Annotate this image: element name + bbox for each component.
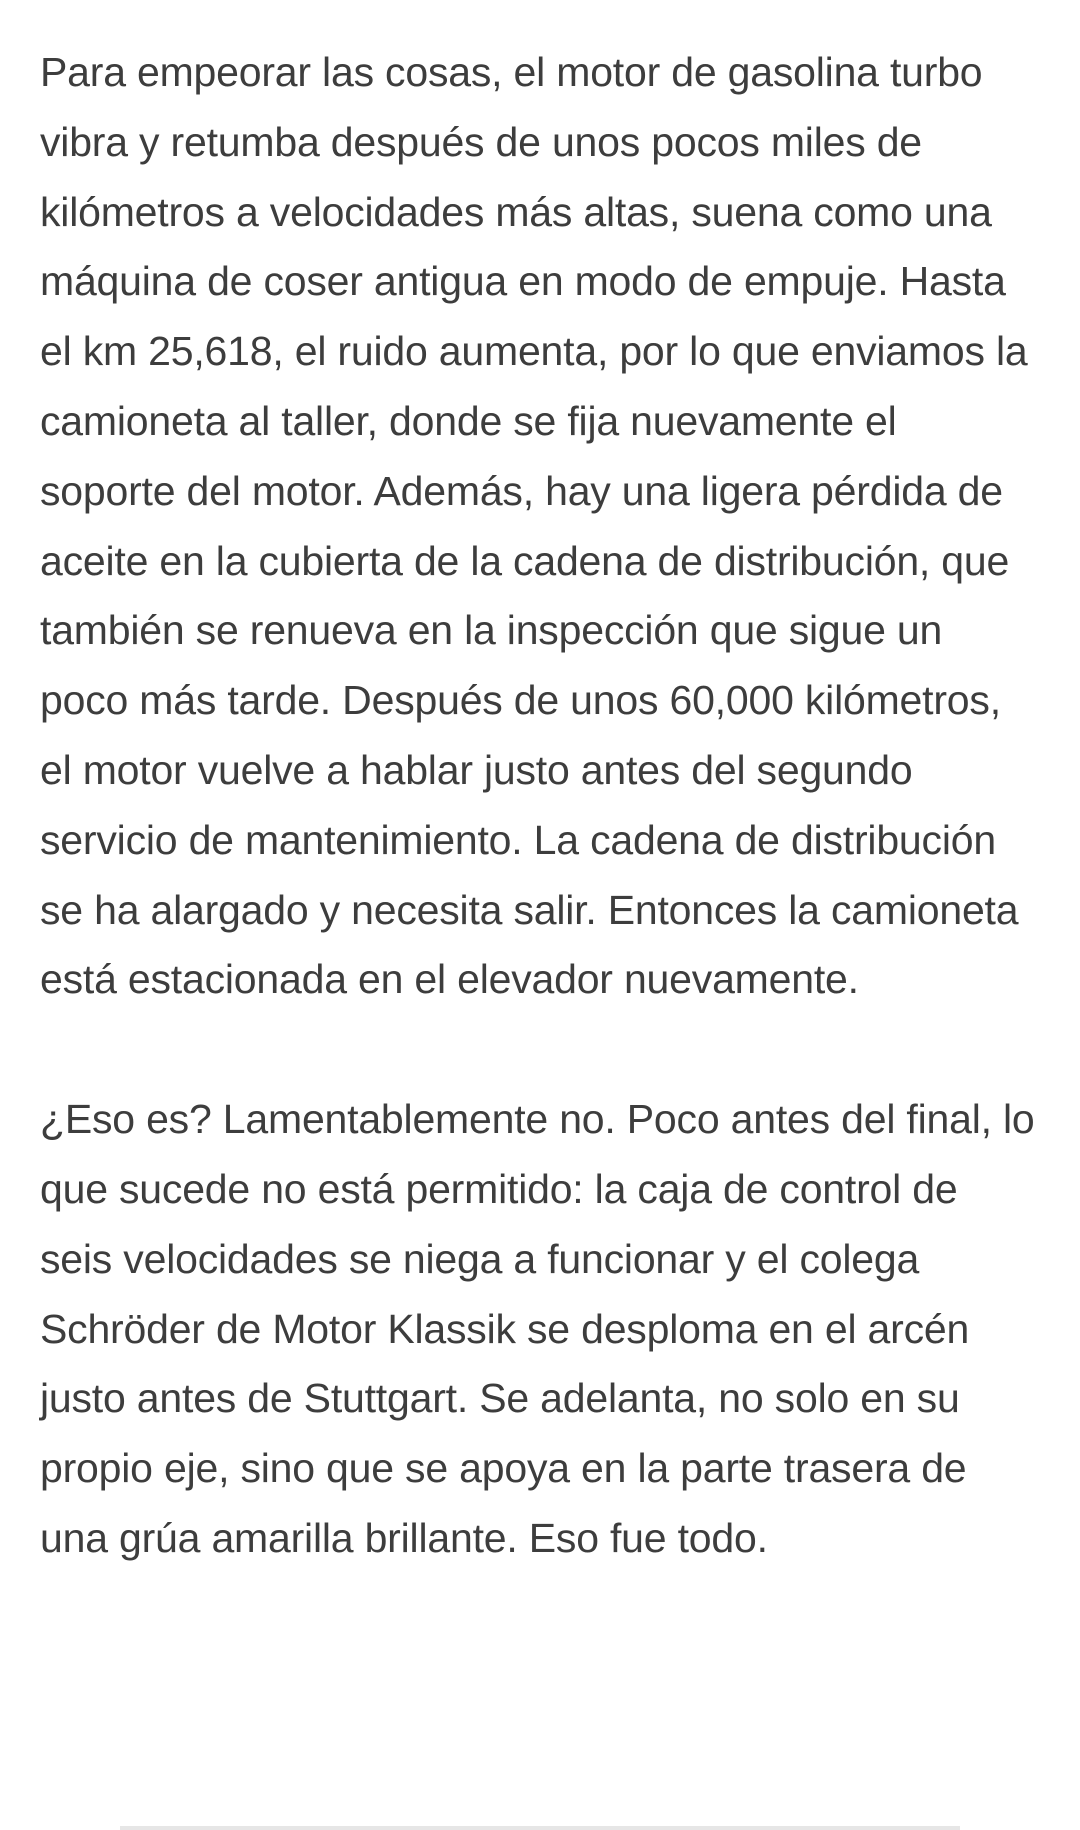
section-divider [120,1826,960,1830]
article-paragraph-2: ¿Eso es? Lamentablemente no. Poco antes del final, lo que sucede no está permitido: la caja de control de seis velocidades se niega a funcionar y el colega Schröder de Motor Klassik se desploma en el arcén justo antes de Stuttgart. Se adelanta, no solo en su propio eje, sino que se apoya en la parte trasera de una grúa amarilla brillante. Eso fue todo. [40,1096,1035,1561]
article-body [40,38,1040,1644]
article-paragraph-1: Para empeorar las cosas, el motor de gasolina turbo vibra y retumba después de unos pocos miles de kilómetros a velocidades más altas, suena como una máquina de coser antigua en modo de empuje. Hasta el km 25,618, el ruido aumenta, por lo que enviamos la camioneta al taller, donde se fija nuevamente el soporte del motor. Además, hay una ligera pérdida de aceite en la cubierta de la cadena de distribución, que también se renueva en la inspección que sigue un poco más tarde. Después de unos 60,000 kilómetros, el motor vuelve a hablar justo antes del segundo servicio de mantenimiento. La cadena de distribución se ha alargado y necesita salir. Entonces la camioneta está estacionada en el elevador nuevamente. [40,49,1028,1003]
